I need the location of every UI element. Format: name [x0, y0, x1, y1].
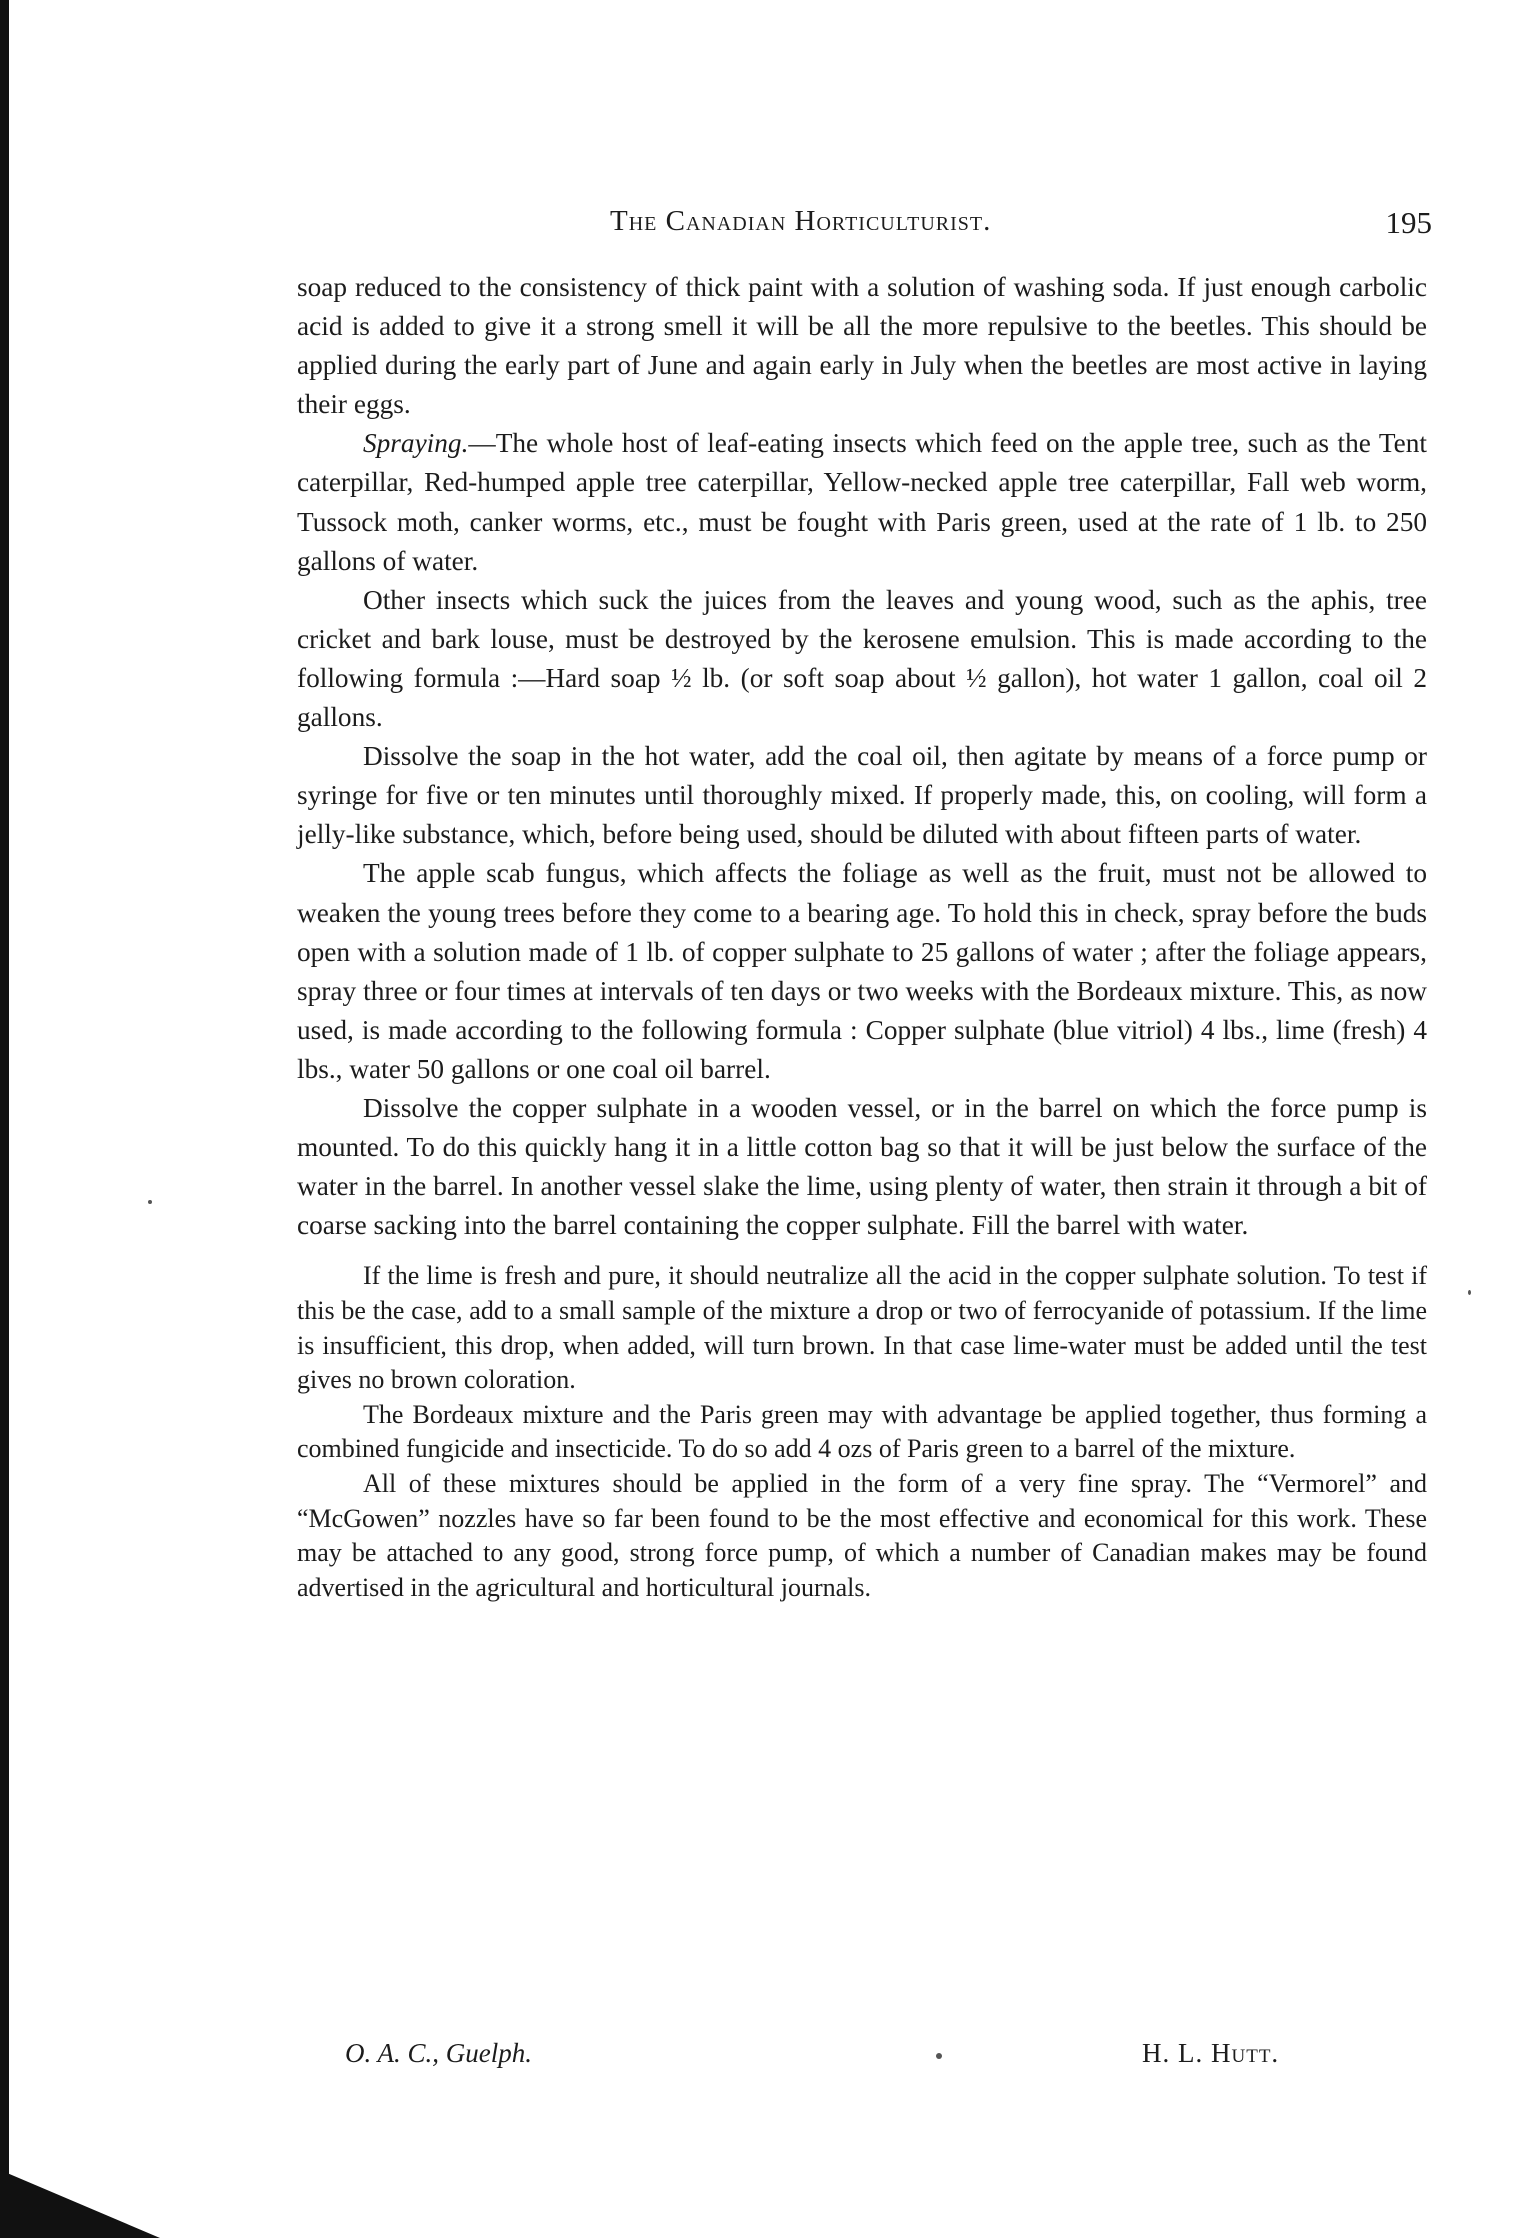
paragraph: The Bordeaux mixture and the Paris green may with advantage be applied together, thus forming a combined fungicide and insecticide. To do so add 4 ozs of Paris green to a barrel of the mixture.	[297, 1399, 1427, 1464]
paragraph-text: —The whole host of leaf-eating insects which feed on the apple tree, such as the Tent caterpillar, Red-humped apple tree caterpillar, Yellow-necked apple tree caterpillar, Fall web worm, Tussock moth, canker worms, etc., must be fought with Paris green, used at the rate of 1 lb. to 250 gallons of water.	[297, 428, 1427, 576]
paragraph: Dissolve the soap in the hot water, add the coal oil, then agitate by means of a force pump or syringe for five or ten minutes until thoroughly mixed. If properly made, this, on cooling, will form a jelly-like substance, which, before being used, should be diluted with about fifteen parts of water.	[297, 741, 1427, 850]
section-lead: Spraying.	[363, 428, 469, 459]
page-binding-shadow	[0, 2170, 160, 2238]
paragraph: soap reduced to the consistency of thick paint with a solution of washing soda. If just enough carbolic acid is added to give it a strong smell it will be all the more repulsive to the beetles. This should be applied during the early part of June and again early in July when the beetles are most active in laying their eggs.	[297, 272, 1427, 420]
signature-line	[345, 2038, 1345, 2078]
paragraph: All of these mixtures should be applied in the form of a very fine spray. The “Vermorel” and “McGowen” nozzles have so far been found to be the most effective and economical for this work. These may be attached to any good, strong force pump, of which a number of Canadian makes may be found advertised in the agricultural and horticultural journals.	[297, 1468, 1427, 1602]
paragraph: If the lime is fresh and pure, it should neutralize all the acid in the copper sulphate solution. To test if this be the case, add to a small sample of the mixture a drop or two of ferrocyanide of potassium. If the lime is insufficient, this drop, when added, will turn brown. In that case lime-water must be added until the test gives no brown coloration.	[297, 1261, 1427, 1395]
scan-speck	[148, 1200, 152, 1204]
running-head: The Canadian Horticulturist.	[610, 205, 992, 237]
paragraph: Dissolve the copper sulphate in a wooden vessel, or in the barrel on which the force pump is mounted. To do this quickly hang it in a little cotton bag so that it will be just below the surface of the water in the barrel. In another vessel slake the lime, using plenty of water, then strain it through a bit of coarse sacking into the barrel containing the copper sulphate. Fill the barrel with water.	[297, 1092, 1427, 1241]
signature-author: H. L. Hutt.	[1142, 2038, 1280, 2068]
paragraph: Other insects which suck the juices from the leaves and young wood, such as the aphis, tree cricket and bark louse, must be destroyed by the kerosene emulsion. This is made according to the following formula :—Hard soap ½ lb. (or soft soap about ½ gallon), hot water 1 gallon, coal oil 2 gallons.	[297, 584, 1427, 733]
signature-place: O. A. C., Guelph.	[345, 2038, 532, 2068]
paragraph: The apple scab fungus, which affects the foliage as well as the fruit, must not be allowed to weaken the young trees before they come to a bearing age. To hold this in check, spray before the buds open with a solution made of 1 lb. of copper sulphate to 25 gallons of water ; after the foliage appears, spray three or four times at intervals of ten days or two weeks with the Bordeaux mixture. This, as now used, is made according to the following formula : Copper sulphate (blue vitriol) 4 lbs., lime (fresh) 4 lbs., water 50 gallons or one coal oil barrel.	[297, 858, 1427, 1084]
small-print-block	[297, 1259, 1427, 1605]
scan-speck	[1468, 1290, 1471, 1295]
page-binding-edge	[0, 0, 9, 2238]
page-number: 195	[1385, 205, 1432, 240]
page-header	[292, 205, 1432, 255]
article-body	[297, 268, 1427, 1605]
paragraph-spraying	[297, 424, 1427, 580]
